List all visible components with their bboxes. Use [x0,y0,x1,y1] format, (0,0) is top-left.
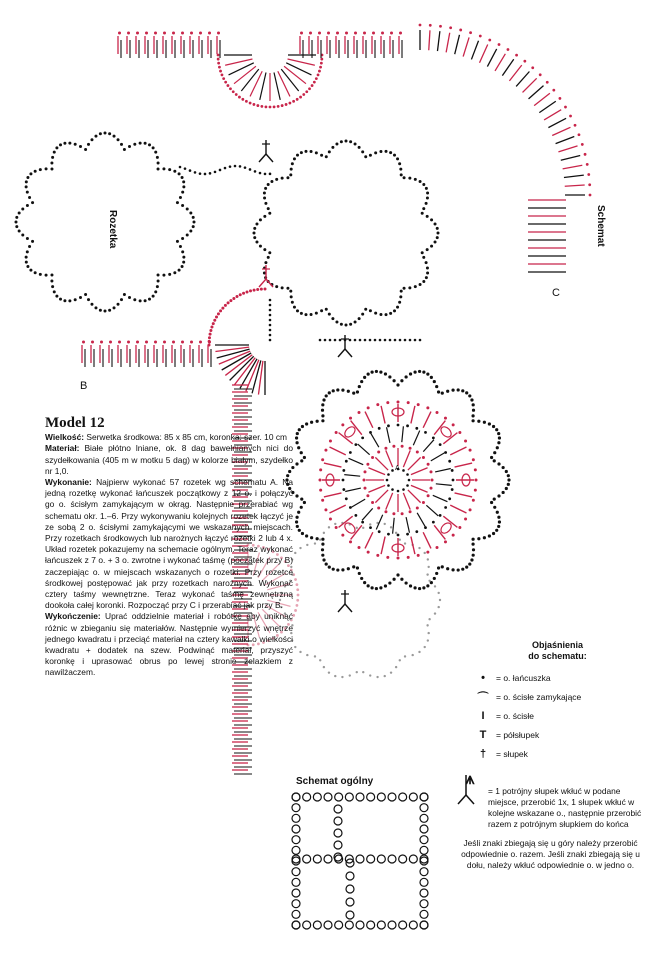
legend-notes [458,772,643,871]
size-text: Serwetka środkowa: 85 x 85 cm, koronka: szer. 10 cm [86,432,287,443]
schemat-label: Schemat [595,205,606,247]
legend-row-double [470,744,645,763]
slip-stitch-arc-icon: ⌒ [477,691,489,704]
size-label: Wielkość: [45,432,85,443]
legend-title-line2: do schematu: [528,651,587,661]
legend-row-chain [470,668,645,687]
legend-title [470,640,645,662]
double-crochet-icon: † [479,747,487,760]
legend-text-slip: = o. ścisłe zamykające [496,691,582,702]
material-paragraph [45,443,293,477]
legend-text-double: = słupek [496,748,528,759]
convergence-note: Jeśli znaki zbiegają się u góry należy przerobić odpowiednie o. razem. Jeśli znaki zbiegają się u dołu, należy wkłuć odpowiednie o. w jedno o. [461,838,640,870]
model-description [45,415,294,679]
legend-text-single: = o. ścisłe [496,710,535,721]
legend-text-chain: = o. łańcuszka [496,672,551,683]
general-schema-title: Schemat ogólny [296,776,374,787]
size-paragraph [45,432,293,443]
legend [470,640,645,763]
point-c-label: C [552,287,560,299]
point-b-label: B [80,380,88,392]
model-title: Model 12 [45,415,105,431]
legend-title-line1: Objaśnienia [531,640,584,650]
execution-paragraph [45,477,293,611]
legend-row-single [470,706,645,725]
chain-dot-icon: • [481,671,485,684]
special-stitch-text: = 1 potrójny słupek wkłuć w podane miejsce, przerobić 1x, 1 słupek wkłuć w kolejne wskazane o., następnie przerobić razem z potrójnym słupkiem do końca [488,786,642,829]
material-label: Materiał: [45,443,80,454]
half-double-crochet-icon: T [479,728,487,741]
execution-text: Najpierw wykonać 57 rozetek wg schematu A. Na jedną rozetkę wykonać łańcuszek początkowy z 12 o. i połączyć go o. ścisłym zamykającym w okrąg. Następnie przerabiać wg schematu okr. 1.–6. Przy wykonywaniu kolejnych rozetek łączyć je ze sobą 2 o. ścisłymi zamykającymi we wskazanych miejscach. Przy rozetkach środkowych lub narożnych łączyć rozetki 2 lub 4 x. Układ rozetek pokazujemy na schemacie ogólnym. Teraz wykonać łańcuszek z 7 o. + 3 o. zwrotne i wykonać taśmę (początek przy B) zaczepiając o. w miejscach wskazanych o rozetki. Przy rozetce środkowej postępować jak przy rozetkach narożnych. Wykonać cztery taśmy wewnętrzne. Teraz wykonać taśmę zewnętrzną dookoła całej koronki. Rozpocząć przy C i przerabiać jak przy B. [45,477,294,611]
rozetka-label: Rozetka [107,210,118,249]
legend-row-slip [470,687,645,706]
triple-cluster-icon: ⩚ [465,771,475,788]
material-text: Białe płótno lniane, ok. 8 dag bawełnianych nici do szydełkowania (405 m w motku 5 dag) w kolorze białym, szydełko nr 1,0. [45,443,293,476]
finishing-label: Wykończenie: [45,611,101,622]
center-a-label: A [395,465,400,472]
legend-row-half-double [470,725,645,744]
special-stitch-row [458,772,643,830]
finishing-text: Uprać oddzielnie materiał i robótkę aby uniknąć różnic w zbieganiu się materiałów. Następnie wymierzyć wnętrze jednego kwadratu i przeciąć materiał na cztery kawałki o wielkości kwadratu + dodatek na szew. Podwinąć materiał, przyszyć koronkę i uprasować obrus po lewej stronie żelazkiem z nawilżaczem. [45,611,293,678]
finishing-paragraph [45,611,293,678]
general-schema-grid [292,793,428,929]
single-crochet-icon: I [481,709,485,722]
legend-text-half-double: = półsłupek [496,729,540,740]
execution-label: Wykonanie: [45,477,92,488]
